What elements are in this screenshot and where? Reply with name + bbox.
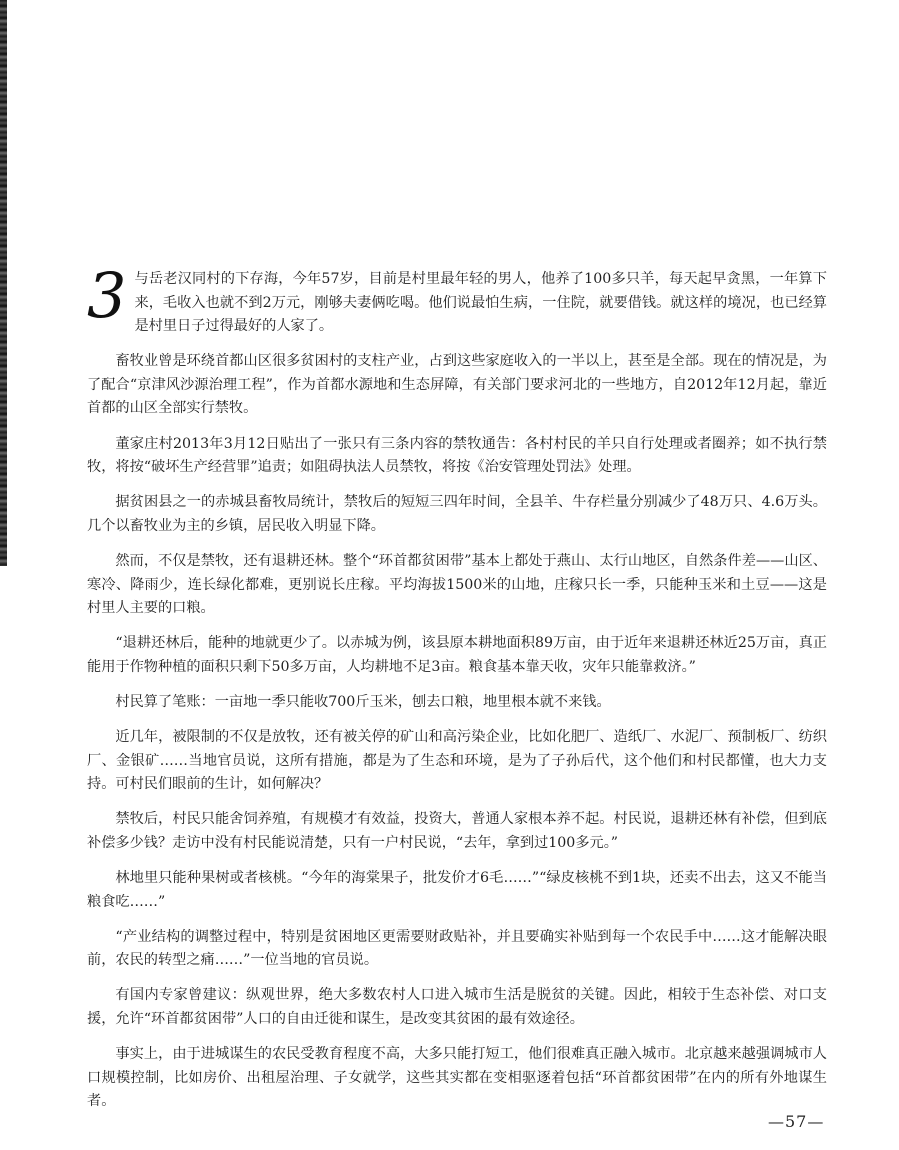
paragraph-12: 有国内专家曾建议：纵观世界，绝大多数农村人口进入城市生活是脱贫的关键。因此，相较于生态补偿、对口支援，允许“环首都贫困带”人口的自由迁徙和谋生，是改变其贫困的最有效途径。 [87,987,827,1027]
paragraph-5: 然而，不仅是禁牧，还有退耕还林。整个“环首都贫困带”基本上都处于燕山、太行山地区，自然条件差——山区、寒冷、降雨少，连长绿化都难，更别说长庄稼。平均海拔1500米的山地，庄稼只长一季，只能种玉米和土豆——这是村里人主要的口粮。 [87,552,827,617]
paragraph-8: 近几年，被限制的不仅是放牧，还有被关停的矿山和高污染企业，比如化肥厂、造纸厂、水泥厂、预制板厂、纺织厂、金银矿……当地官员说，这所有措施，都是为了生态和环境，是为了子孙后代，这个他们和村民都懂，也大力支持。可村民们眼前的生计，如何解决？ [87,729,827,793]
paragraph-6: “退耕还林后，能种的地就更少了。以赤城为例，该县原本耕地面积89万亩，由于近年来退耕还林近25万亩，真正能用于作物种植的面积只剩下50多万亩，人均耕地不足3亩。粮食基本靠天收，灾年只能靠救济。” [87,635,827,675]
paragraph-3: 董家庄村2013年3月12日贴出了一张只有三条内容的禁牧通告：各村村民的羊只自行处理或者圈养；如不执行禁牧，将按“破坏生产经营罪”追责；如阻碍执法人员禁牧，将按《治安管理处罚法》处理。 [87,435,827,476]
paragraph-1 [87,259,827,339]
paragraph-11: “产业结构的调整过程中，特别是贫困地区更需要财政贴补，并且要确实补贴到每一个农民手中……这才能解决眼前，农民的转型之痛……”一位当地的官员说。 [87,928,827,969]
paragraph-4: 据贫困县之一的赤城县畜牧局统计，禁牧后的短短三四年时间，全县羊、牛存栏量分别减少了48万只、4.6万头。几个以畜牧业为主的乡镇，居民收入明显下降。 [87,494,827,534]
paragraph-7: 村民算了笔账：一亩地一季只能收700斤玉米，刨去口粮，地里根本就不来钱。 [115,693,611,710]
paragraph-13: 事实上，由于进城谋生的农民受教育程度不高，大多只能打短工，他们很难真正融入城市。北京越来越强调城市人口规模控制，比如房价、出租屋治理、子女就学，这些其实都在变相驱逐着包括“环首都贫困带”在内的所有外地谋生者。 [87,1046,827,1110]
paragraph-10: 林地里只能种果树或者核桃。“今年的海棠果子，批发价才6毛……”“绿皮核桃不到1块，还卖不出去，这又不能当粮食吃……” [87,869,827,910]
paragraph-1-text: 与岳老汉同村的下存海，今年57岁，目前是村里最年轻的男人，他养了100多只羊，每天起早贪黑，一年算下来，毛收入也就不到2万元，刚够夫妻俩吃喝。他们说最怕生病，一住院，就要借钱。就这样的境况，也已经算是村里日子过得最好的人家了。 [134,271,827,335]
paragraph-2: 畜牧业曾是环绕首都山区很多贫困村的支柱产业，占到这些家庭收入的一半以上，甚至是全部。现在的情况是，为了配合“京津风沙源治理工程”，作为首都水源地和生态屏障，有关部门要求河北的一些地方，自2012年12月起，靠近首都的山区全部实行禁牧。 [87,353,827,417]
page-number: —57— [768,1112,825,1131]
drop-cap: 3 [87,259,127,332]
photo-edge-strip [0,0,7,566]
paragraph-9: 禁牧后，村民只能舍饲养殖，有规模才有效益，投资大，普通人家根本养不起。村民说，退耕还林有补偿，但到底补偿多少钱？走访中没有村民能说清楚，只有一户村民说，“去年，拿到过100多元。” [87,811,827,851]
article-body [87,259,827,1125]
